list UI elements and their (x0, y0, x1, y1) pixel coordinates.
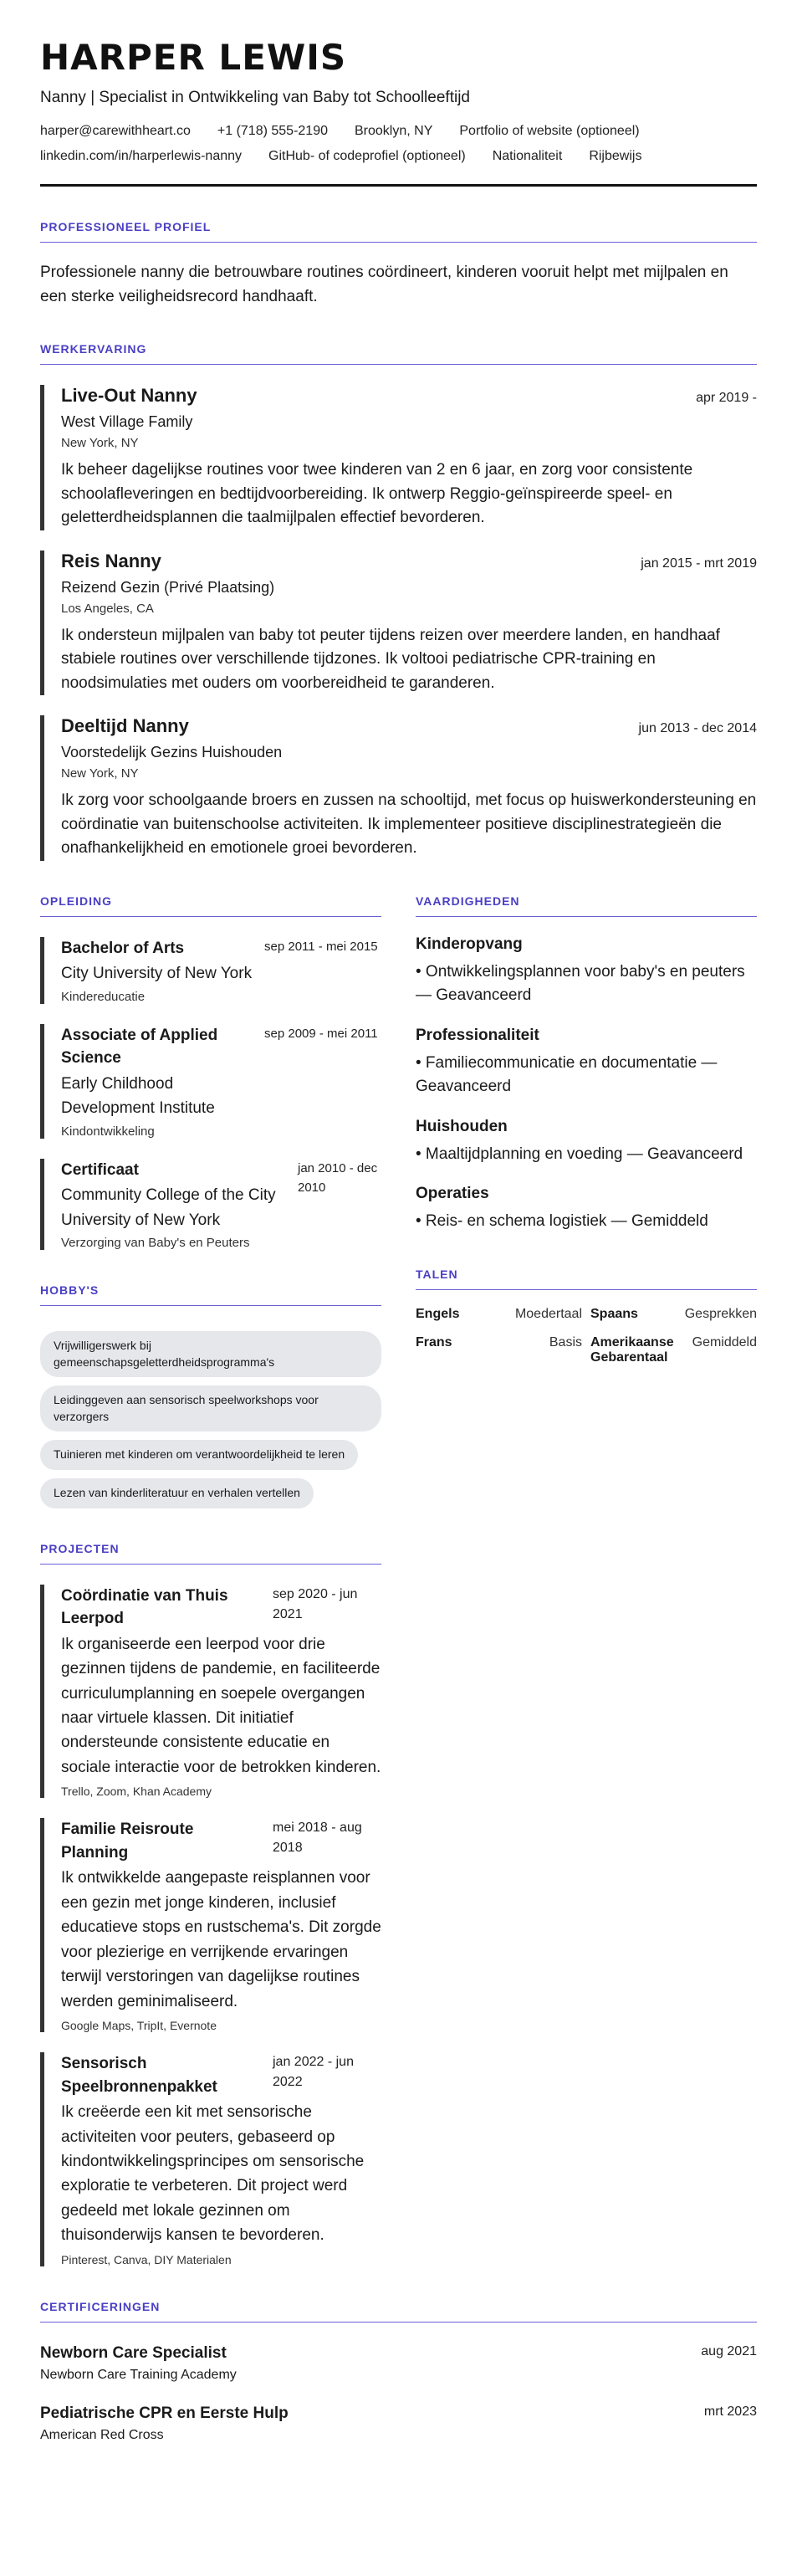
job-date: apr 2019 - (696, 391, 757, 406)
skill-item: • Reis- en schema logistiek — Gemiddeld (416, 1212, 708, 1231)
education-degree: Bachelor of Arts (61, 939, 185, 957)
contact-row-1 (40, 124, 757, 139)
skill-category: Kinderopvang (416, 935, 523, 953)
skill-category: Operaties (416, 1185, 489, 1203)
project-entry (40, 2052, 381, 2266)
job-date: jan 2015 - mrt 2019 (641, 556, 757, 571)
skill-item: • Maaltijdplanning en voeding — Geavanceerd (416, 1145, 743, 1163)
education-field: Kindereducatie (61, 989, 146, 1004)
language-list (416, 1307, 757, 1365)
education-entry (40, 1159, 381, 1250)
education-school: Early Childhood Development Institute (61, 1074, 215, 1118)
section-title-experience: WERKERVARING (40, 342, 757, 365)
certification-entry (40, 2404, 757, 2443)
certification-name: Newborn Care Specialist (40, 2343, 227, 2362)
job-location: New York, NY (61, 766, 139, 781)
education-date: sep 2009 - mei 2011 (264, 1026, 378, 1041)
hobby-tag: Leidinggeven aan sensorisch speelworkshops voor verzorgers (40, 1385, 381, 1431)
right-column (416, 894, 757, 2266)
education-entry (40, 1024, 381, 1139)
certifications-section (40, 2300, 757, 2443)
contact-github[interactable]: GitHub- of codeprofiel (optioneel) (268, 149, 466, 164)
job-title: Deeltijd Nanny (61, 715, 189, 737)
contact-linkedin[interactable]: linkedin.com/in/harperlewis-nanny (40, 149, 243, 164)
education-school: Community College of the City University of New York (61, 1186, 276, 1229)
hobby-tag: Vrijwilligerswerk bij gemeenschapsgeletterdheidsprogramma's (40, 1331, 381, 1377)
contact-email[interactable]: harper@carewithheart.co (40, 124, 191, 139)
language-level: Basis (549, 1334, 582, 1349)
section-title-skills: VAARDIGHEDEN (416, 894, 757, 917)
section-title-profile: PROFESSIONEEL PROFIEL (40, 220, 757, 243)
project-tools: Trello, Zoom, Khan Academy (61, 1785, 212, 1799)
skills-section (416, 894, 757, 1234)
certification-name: Pediatrische CPR en Eerste Hulp (40, 2404, 289, 2422)
contact-location: Brooklyn, NY (355, 124, 433, 139)
hobbies-section (40, 1283, 381, 1508)
job-entry (40, 715, 757, 861)
language-name: Spaans (590, 1306, 638, 1321)
language-level: Gemiddeld (692, 1334, 757, 1349)
profile-section (40, 220, 757, 309)
skill-category: Huishouden (416, 1117, 508, 1135)
skill-category: Professionaliteit (416, 1026, 539, 1044)
project-date: sep 2020 - jun 2021 (273, 1586, 358, 1621)
education-section (40, 894, 381, 1250)
hobby-list (40, 1323, 381, 1508)
job-location: New York, NY (61, 436, 139, 451)
contact-portfolio[interactable]: Portfolio of website (optioneel) (459, 124, 640, 139)
two-column-area (40, 894, 757, 2266)
project-tools: Google Maps, TripIt, Evernote (61, 2019, 217, 2033)
language-name: Frans (416, 1334, 452, 1349)
section-title-hobbies: HOBBY'S (40, 1283, 381, 1306)
education-degree: Associate of Applied Science (61, 1026, 218, 1068)
contact-row-2 (40, 149, 757, 164)
language-entry (416, 1335, 582, 1365)
certification-entry (40, 2344, 757, 2383)
job-description: Ik beheer dagelijkse routines voor twee kinderen van 2 en 6 jaar, en zorg voor consistente schoolafleveringen en bedtijdvoorbereiding. Ik ontwerp Reggio-geïnspireerde speel- en geletterdheidsplannen die taalmijlpalen effectief bevorderen. (61, 461, 693, 527)
project-tools: Pinterest, Canva, DIY Materialen (61, 2252, 232, 2266)
education-field: Verzorging van Baby's en Peuters (61, 1236, 250, 1251)
section-title-certifications: CERTIFICERINGEN (40, 2300, 757, 2322)
profile-text: Professionele nanny die betrouwbare routines coördineert, kinderen vooruit helpt met mijlpalen en een sterke veiligheidsrecord handhaaft. (40, 264, 728, 305)
project-description: Ik ontwikkelde aangepaste reisplannen voor een gezin met jonge kinderen, inclusief educatieve stops en rustschema's. Dit zorgde voor plezierige en verrijkende ervaringen terwijl verstoringen van dagelijkse routines werden geminimaliseerd. (61, 1869, 381, 2010)
header-divider (40, 184, 757, 187)
job-entry (40, 385, 757, 530)
project-title: Familie Reisroute Planning (61, 1821, 194, 1862)
job-company: Reizend Gezin (Privé Plaatsing) (61, 578, 275, 596)
job-entry (40, 551, 757, 696)
job-company: Voorstedelijk Gezins Huishouden (61, 744, 283, 761)
job-company: West Village Family (61, 413, 193, 431)
job-title: Reis Nanny (61, 550, 161, 571)
skill-item: • Familiecommunicatie en documentatie — Geavanceerd (416, 1053, 718, 1096)
section-title-education: OPLEIDING (40, 894, 381, 917)
resume-header (40, 38, 757, 187)
contact-license: Rijbewijs (589, 149, 642, 164)
project-title: Sensorisch Speelbronnenpakket (61, 2055, 217, 2096)
education-school: City University of New York (61, 965, 253, 983)
contact-phone[interactable]: +1 (718) 555-2190 (217, 124, 328, 139)
project-description: Ik creëerde een kit met sensorische activiteiten voor peuters, gebaseerd op kindontwikkelingsprincipes om sensorische exploratie te verbeteren. Dit project werd gedeeld met lokale gezinnen om thuisonderwijs kansen te bevorderen. (61, 2103, 365, 2245)
certification-date: aug 2021 (701, 2343, 757, 2358)
certification-issuer: American Red Cross (40, 2427, 164, 2442)
languages-section (416, 1268, 757, 1365)
education-entry (40, 937, 381, 1004)
education-date: jan 2010 - dec 2010 (298, 1160, 378, 1195)
project-date: mei 2018 - aug 2018 (273, 1821, 362, 1856)
project-description: Ik organiseerde een leerpod voor drie gezinnen tijdens de pandemie, en faciliteerde curriculumplanning en soepele overgangen naar virtuele klassen. Dit initiatief ondersteunde consistente educatie en sociale interactie voor de betrokken kinderen. (61, 1635, 381, 1776)
headline: Nanny | Specialist in Ontwikkeling van Baby tot Schoolleeftijd (40, 89, 470, 107)
certification-issuer: Newborn Care Training Academy (40, 2367, 237, 2382)
job-description: Ik zorg voor schoolgaande broers en zussen na schooltijd, met focus op huiswerkondersteuning en coördinatie van buitenschoolse activiteiten. Ik implementeer positieve disciplinestrategieën die onafhankelijkheid en emotionele groei bevorderen. (61, 791, 757, 858)
project-title: Coördinatie van Thuis Leerpod (61, 1586, 228, 1628)
job-date: jun 2013 - dec 2014 (638, 721, 757, 736)
language-entry (590, 1335, 757, 1365)
language-level: Gesprekken (684, 1306, 757, 1321)
job-title: Live-Out Nanny (61, 385, 197, 407)
experience-section (40, 342, 757, 861)
hobby-tag: Lezen van kinderliteratuur en verhalen vertellen (40, 1478, 314, 1508)
candidate-name: HARPER LEWIS (40, 37, 347, 78)
language-name: Amerikaanse Gebarentaal (590, 1334, 674, 1365)
job-location: Los Angeles, CA (61, 601, 154, 616)
contact-nationality: Nationaliteit (492, 149, 563, 164)
projects-section (40, 1542, 381, 2266)
education-date: sep 2011 - mei 2015 (264, 939, 378, 954)
section-title-languages: TALEN (416, 1268, 757, 1290)
project-date: jan 2022 - jun 2022 (273, 2055, 354, 2090)
education-field: Kindontwikkeling (61, 1124, 155, 1139)
project-entry (40, 1585, 381, 1799)
project-entry (40, 1818, 381, 2032)
language-name: Engels (416, 1306, 460, 1321)
hobby-tag: Tuinieren met kinderen om verantwoordelijkheid te leren (40, 1440, 358, 1470)
left-column (40, 894, 381, 2266)
job-description: Ik ondersteun mijlpalen van baby tot peuter tijdens reizen over meerdere landen, en handhaaf stabiele routines over verschillende tijdzones. Ik voltooi pediatrische CPR-training en noodsimulaties met ouders om voorbereidheid te garanderen. (61, 626, 720, 692)
skill-item: • Ontwikkelingsplannen voor baby's en peuters — Geavanceerd (416, 962, 745, 1005)
education-degree: Certificaat (61, 1160, 139, 1179)
certification-date: mrt 2023 (703, 2404, 757, 2419)
section-title-projects: PROJECTEN (40, 1542, 381, 1565)
language-entry (590, 1307, 757, 1322)
language-entry (416, 1307, 582, 1322)
language-level: Moedertaal (514, 1306, 582, 1321)
